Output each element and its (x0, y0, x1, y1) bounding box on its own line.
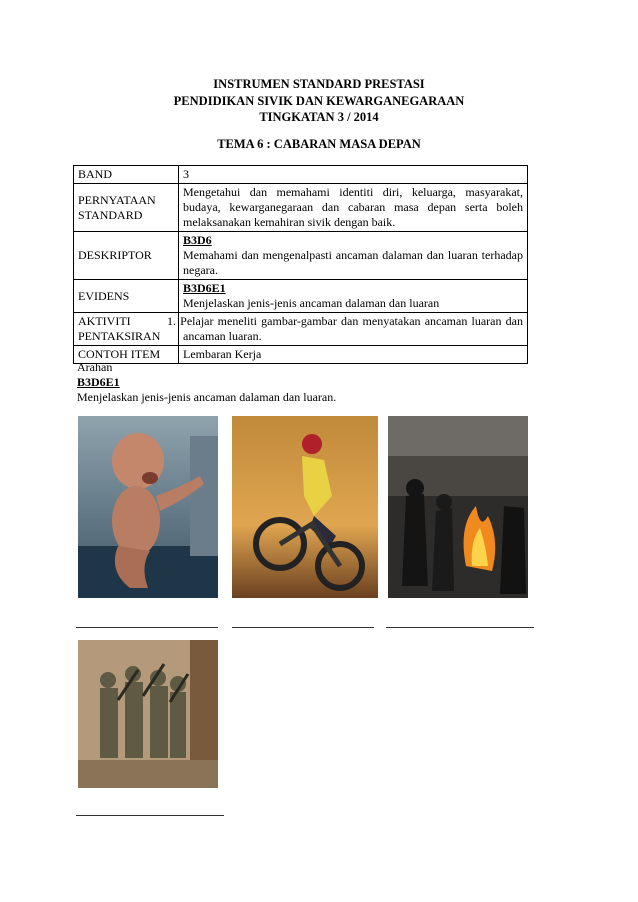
evidence-code: B3D6E1 (183, 281, 226, 295)
soldiers-photo (78, 640, 218, 788)
standard-value: Mengetahui dan memahami identiti diri, keluarga, masyarakat, budaya, kewarganegaraan dan cabaran masa depan serta boleh melaksanakan kemahiran sivik dengan baik. (179, 184, 528, 232)
instructions-code: B3D6E1 (77, 375, 120, 389)
doc-form-year: TINGKATAN 3 / 2014 (259, 110, 379, 124)
table-row (74, 184, 528, 232)
table-row (74, 280, 528, 313)
doc-subject: PENDIDIKAN SIVIK DAN KEWARGANEGARAAN (173, 94, 465, 108)
answer-line-1[interactable] (76, 627, 218, 628)
example-value: Lembaran Kerja (179, 346, 528, 364)
answer-line-4[interactable] (76, 815, 224, 816)
table-row (74, 346, 528, 364)
instructions-text: Menjelaskan jenis-jenis ancaman dalaman dan luaran. (77, 390, 337, 404)
riot-fire-photo (388, 416, 528, 598)
evidence-value: Menjelaskan jenis-jenis ancaman dalaman dan luaran (183, 296, 440, 310)
activity-value: 1. Pelajar meneliti gambar-gambar dan menyatakan ancaman luaran dan ancaman luaran. (179, 313, 528, 346)
descriptor-code: B3D6 (183, 233, 212, 247)
doc-theme: TEMA 6 : CABARAN MASA DEPAN (217, 137, 421, 151)
standard-table (73, 165, 528, 364)
descriptor-label: DESKRIPTOR (74, 232, 179, 280)
motorcycle-wheelie-photo (232, 416, 378, 598)
evidence-label: EVIDENS (74, 280, 179, 313)
standard-label: PERNYATAAN STANDARD (74, 184, 179, 232)
table-row (74, 166, 528, 184)
answer-line-2[interactable] (232, 627, 374, 628)
table-row (74, 313, 528, 346)
table-row (74, 232, 528, 280)
band-label: BAND (74, 166, 179, 184)
starving-child-photo (78, 416, 218, 598)
example-label: CONTOH ITEM (74, 346, 179, 364)
answer-line-3[interactable] (386, 627, 534, 628)
descriptor-value: Memahami dan mengenalpasti ancaman dalaman dan luaran terhadap negara. (183, 248, 523, 277)
band-value: 3 (179, 166, 528, 184)
activity-label: AKTIVITI PENTAKSIRAN (74, 313, 179, 346)
doc-title: INSTRUMEN STANDARD PRESTASI (213, 77, 425, 91)
instructions-heading: Arahan (77, 360, 113, 374)
